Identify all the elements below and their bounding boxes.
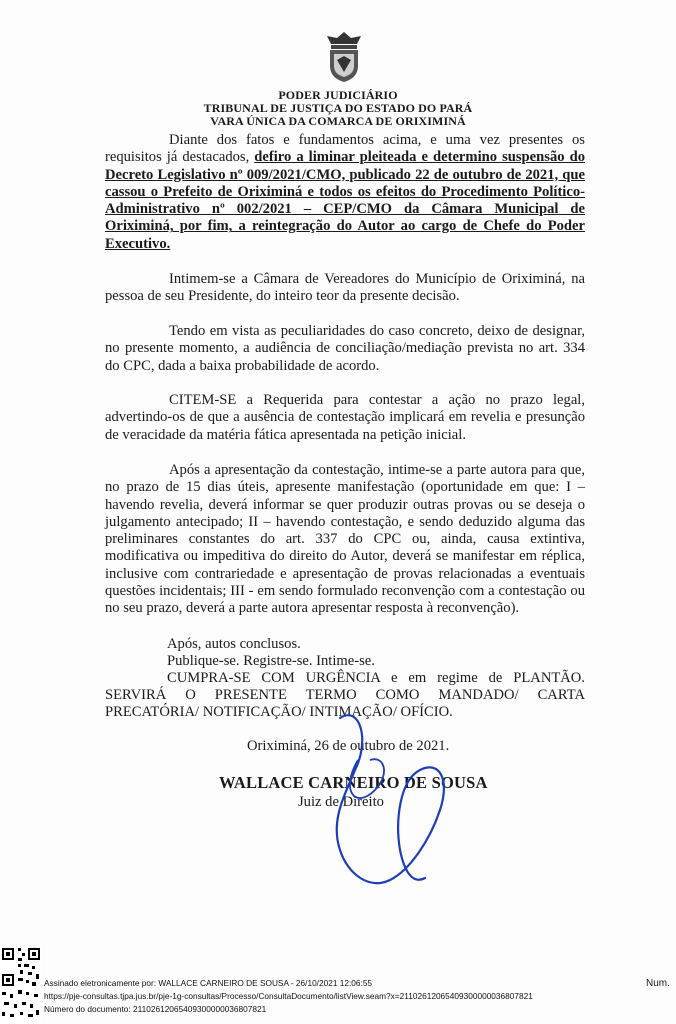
coat-of-arms-icon xyxy=(321,30,367,84)
handwritten-signature xyxy=(300,700,470,900)
footer-num-label: Num. xyxy=(646,978,670,989)
header-line-district: VARA ÚNICA DA COMARCA DE ORIXIMINÁ xyxy=(210,114,466,128)
footer-doc-number: Número do documento: 21102612065409300000036807821 xyxy=(44,1004,267,1014)
paragraph-decision-ruling: defiro a liminar pleiteada e determino suspensão do Decreto Legislativo nº 009/2021/CMO, publicado 22 de outubro de 2021, que cassou o Prefeito de Oriximiná e todos os efeitos do Procedimento Político-Administrativo nº 002/2021 – CEP/CMO da Câmara Municipal de Oriximiná, por fim, a reintegração do Autor ao cargo de Chefe do Poder Executivo. xyxy=(105,149,585,252)
header-line-court: TRIBUNAL DE JUSTIÇA DO ESTADO DO PARÁ xyxy=(203,101,473,115)
paragraph-hearing xyxy=(105,323,585,375)
closing-conclusos: Após, autos conclusos. xyxy=(167,636,301,652)
signatory-role: Juiz de Direito xyxy=(298,794,384,810)
paragraph-citation-text: CITEM-SE a Requerida para contestar a ação no prazo legal, advertindo-os de que a ausência de contestação implicará em revelia e presunção de veracidade da matéria fática apresentada na petição inicial. xyxy=(105,392,585,443)
signatory-name: WALLACE CARNEIRO DE SOUSA xyxy=(219,773,488,792)
paragraph-hearing-text: Tendo em vista as peculiaridades do caso concreto, deixo de designar, no presente momento, a audiência de conciliação/mediação prevista no art. 334 do CPC, dada a baixa probabilidade de acordo. xyxy=(105,323,585,374)
paragraph-reply xyxy=(105,462,585,618)
paragraph-decision-intro: Diante dos fatos e fundamentos acima, e uma vez presentes os requisitos já destacados, xyxy=(105,132,585,166)
footer-url: https://pje-consultas.tjpa.jus.br/pje-1g-consultas/Processo/ConsultaDocumento/listView.seam?x=21102612065409300000036807821 xyxy=(44,991,533,1001)
paragraph-summon-council xyxy=(105,271,585,306)
paragraph-reply-text: Após a apresentação da contestação, intime-se a parte autora para que, no prazo de 15 dias úteis, apresente manifestação (oportunidade em que: I – havendo revelia, deverá informar se quer produzir outras provas ou se deseja o julgamento antecipado; II – havendo contestação, e sendo deduzido alguma das preliminares constantes do art. 337 do CPC ou, ainda, causa extintiva, modificativa ou impeditiva do direito do Autor, deverá se manifestar em réplica, inclusive com contrariedade e apresentação de provas relacionadas a eventuais questões incidentais; III - em sendo formulado reconvenção com a contestação ou no seu prazo, deverá a parte autora apresentar resposta à reconvenção). xyxy=(105,462,585,617)
header-line-judiciary: PODER JUDICIÁRIO xyxy=(278,88,398,102)
footer-signed-by: Assinado eletronicamente por: WALLACE CARNEIRO DE SOUSA - 26/10/2021 12:06:55 xyxy=(44,978,373,988)
qr-code-icon xyxy=(0,944,42,1024)
closing-order: CUMPRA-SE COM URGÊNCIA e em regime de PLANTÃO. SERVIRÁ O PRESENTE TERMO COMO MANDADO/ CARTA PRECATÓRIA/ NOTIFICAÇÃO/ INTIMAÇÃO/ OFÍCIO. xyxy=(105,669,585,720)
place-date: Oriximiná, 26 de outubro de 2021. xyxy=(247,738,450,754)
paragraph-summon-council-text: Intimem-se a Câmara de Vereadores do Município de Oriximiná, na pessoa de seu Presidente, do inteiro teor da presente decisão. xyxy=(105,271,585,305)
paragraph-citation xyxy=(105,392,585,444)
paragraph-decision xyxy=(105,132,585,253)
closing-publish: Publique-se. Registre-se. Intime-se. xyxy=(167,652,375,669)
